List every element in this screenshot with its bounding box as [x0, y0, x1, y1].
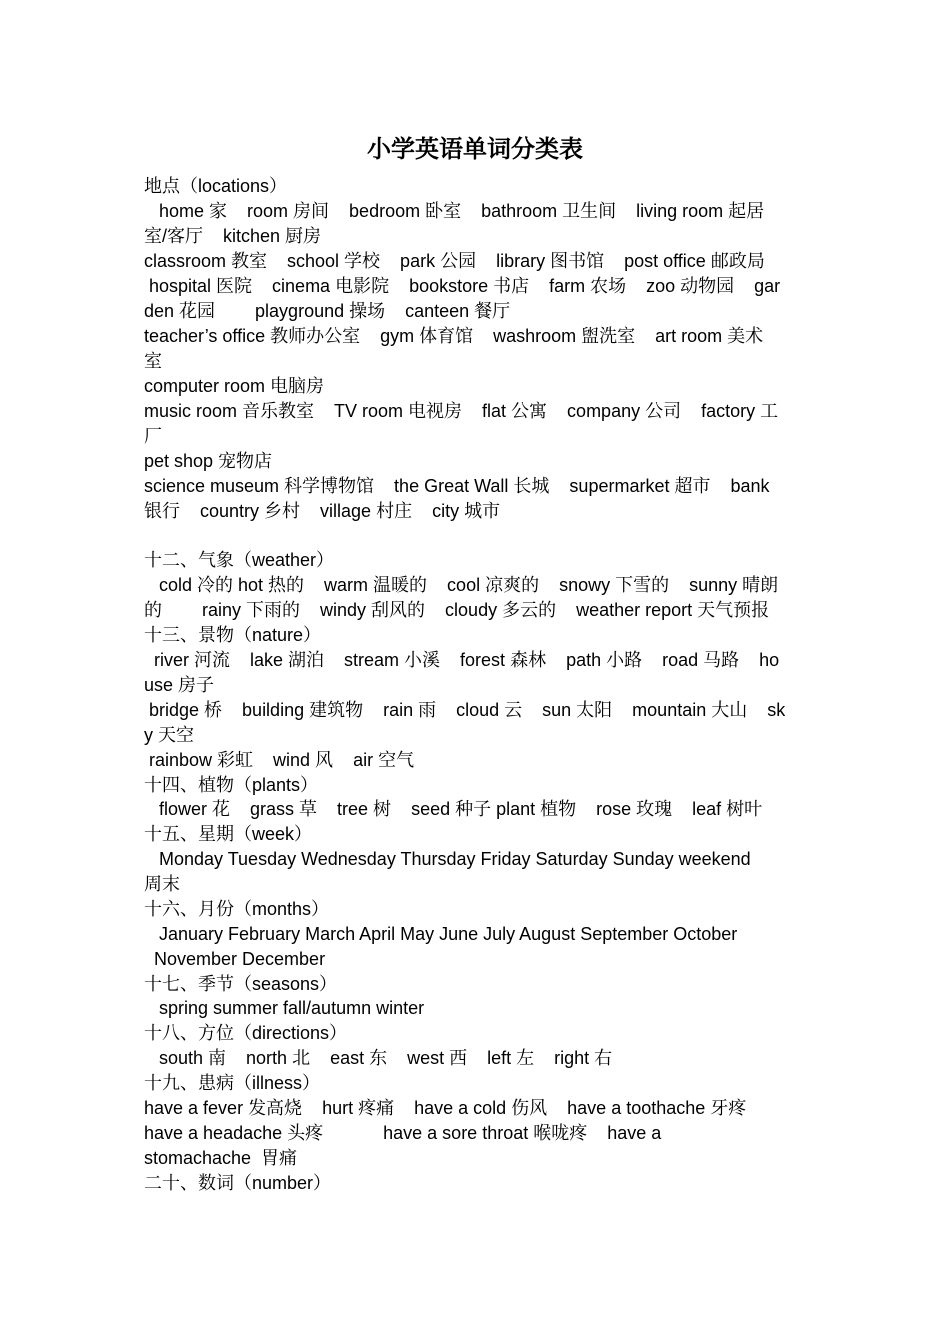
- text-line: 周末: [144, 874, 180, 894]
- text-line: home 家 room 房间 bedroom 卧室 bathroom 卫生间 living room 起居: [144, 201, 765, 221]
- text-line: computer room 电脑房: [144, 376, 325, 396]
- text-line: 银行 country 乡村 village 村庄 city 城市: [144, 501, 501, 521]
- text-line: 的 rainy 下雨的 windy 刮风的 cloudy 多云的 weather report 天气预报: [144, 600, 770, 620]
- text-line: teacher’s office 教师办公室 gym 体育馆 washroom 盥洗室 art room 美术: [144, 326, 764, 346]
- text-line: 室/客厅 kitchen 厨房: [144, 226, 322, 246]
- section-heading-directions: 十八、方位（directions）: [144, 1023, 348, 1043]
- text-line: have a headache 头疼 have a sore throat 喉咙疼 have a: [144, 1123, 662, 1143]
- text-line: bridge 桥 building 建筑物 rain 雨 cloud 云 sun 太阳 mountain 大山 sk: [144, 700, 786, 720]
- text-line: use 房子: [144, 675, 215, 695]
- text-line: science museum 科学博物馆 the Great Wall 长城 supermarket 超市 bank: [144, 476, 770, 496]
- section-heading-locations: 地点（locations）: [144, 176, 288, 196]
- text-line: den 花园 playground 操场 canteen 餐厅: [144, 301, 511, 321]
- section-heading-seasons: 十七、季节（seasons）: [144, 974, 338, 994]
- text-line: spring summer fall/autumn winter: [144, 998, 425, 1018]
- section-heading-weather: 十二、气象（weather）: [144, 550, 335, 570]
- page-title: 小学英语单词分类表: [367, 134, 583, 163]
- section-heading-months: 十六、月份（months）: [144, 899, 330, 919]
- text-line: hospital 医院 cinema 电影院 bookstore 书店 farm 农场 zoo 动物园 gar: [144, 276, 781, 296]
- text-line: flower 花 grass 草 tree 树 seed 种子 plant 植物 rose 玫瑰 leaf 树叶: [144, 799, 763, 819]
- text-line: 室: [144, 351, 162, 371]
- section-heading-nature: 十三、景物（nature）: [144, 625, 322, 645]
- text-line: January February March April May June July August September October: [144, 924, 738, 944]
- text-line: river 河流 lake 湖泊 stream 小溪 forest 森林 path 小路 road 马路 ho: [144, 650, 780, 670]
- text-line: south 南 north 北 east 东 west 西 left 左 right 右: [144, 1048, 613, 1068]
- section-heading-illness: 十九、患病（illness）: [144, 1073, 321, 1093]
- section-heading-week: 十五、星期（week）: [144, 824, 313, 844]
- section-heading-number: 二十、数词（number）: [144, 1173, 332, 1193]
- text-line: pet shop 宠物店: [144, 451, 273, 471]
- text-line: cold 冷的 hot 热的 warm 温暖的 cool 凉爽的 snowy 下雪的 sunny 晴朗: [144, 575, 779, 595]
- text-line: 厂: [144, 426, 162, 446]
- text-line: music room 音乐教室 TV room 电视房 flat 公寓 company 公司 factory 工: [144, 401, 779, 421]
- text-line: stomachache 胃痛: [144, 1148, 298, 1168]
- text-line: classroom 教室 school 学校 park 公园 library 图书馆 post office 邮政局: [144, 251, 765, 271]
- section-heading-plants: 十四、植物（plants）: [144, 775, 319, 795]
- text-line: have a fever 发高烧 hurt 疼痛 have a cold 伤风 have a toothache 牙疼: [144, 1098, 747, 1118]
- text-line: November December: [144, 949, 326, 969]
- text-line: y 天空: [144, 725, 195, 745]
- text-line: rainbow 彩虹 wind 风 air 空气: [144, 750, 415, 770]
- text-line: Monday Tuesday Wednesday Thursday Friday Saturday Sunday weekend: [144, 849, 751, 869]
